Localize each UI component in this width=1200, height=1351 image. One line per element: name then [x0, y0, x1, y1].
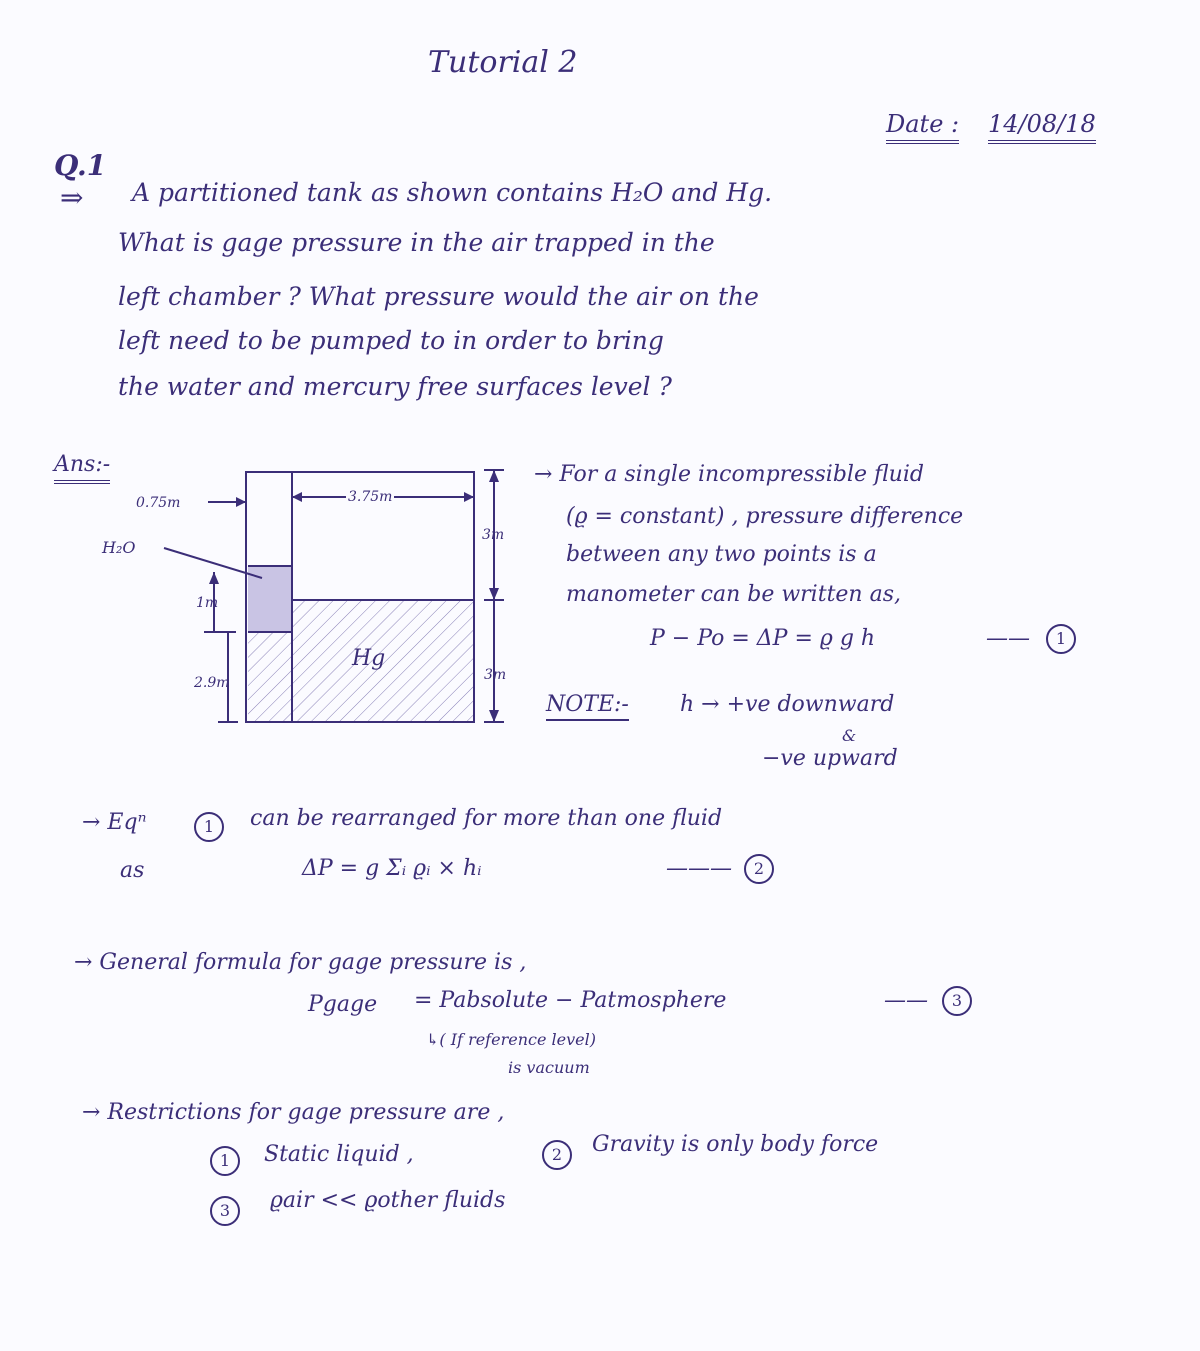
- question-line: left need to be pumped to in order to bring: [118, 326, 664, 355]
- restrictions-heading: → Restrictions for gage pressure are ,: [82, 1100, 505, 1125]
- dim-left-width-label: 0.75m: [136, 495, 181, 511]
- reference-note: ↳( If reference level): [426, 1030, 596, 1049]
- date-value: 14/08/18: [988, 112, 1096, 144]
- note-negative: −ve upward: [762, 746, 898, 771]
- dim-top-3m-label: 3m: [482, 527, 505, 543]
- note-line: (ϱ = constant) , pressure difference: [566, 504, 964, 529]
- restriction-3: ϱair << ϱother fluids: [270, 1188, 506, 1213]
- question-arrow: ⇒: [60, 181, 84, 214]
- dim-right-width-label: 3.75m: [348, 489, 393, 505]
- question-line: the water and mercury free surfaces level ?: [118, 372, 672, 401]
- equation-1-number: 1: [1046, 624, 1076, 654]
- date-label: Date :: [886, 112, 959, 144]
- equation-1-dash: ——: [986, 626, 1030, 651]
- reference-note-vacuum: is vacuum: [508, 1058, 590, 1077]
- dim-1m-label: 1m: [196, 595, 219, 611]
- question-line: left chamber ? What pressure would the air on the: [118, 282, 759, 311]
- restriction-2-number: 2: [542, 1140, 572, 1170]
- eq-ref-1: 1: [194, 812, 224, 842]
- equation-3-number: 3: [942, 986, 972, 1016]
- equation-2: ΔP = g Σᵢ ϱᵢ × hᵢ: [302, 856, 482, 881]
- equation-2-number: 2: [744, 854, 774, 884]
- note-line: between any two points is a: [566, 542, 877, 567]
- equation-3-rhs: = Pabsolute − Patmosphere: [414, 988, 727, 1013]
- water-label: H₂O: [102, 538, 136, 557]
- restriction-1-number: 1: [210, 1146, 240, 1176]
- note-ampersand: &: [842, 726, 857, 745]
- equation-3-lhs: Pgage: [308, 992, 378, 1017]
- restriction-2: Gravity is only body force: [592, 1132, 879, 1157]
- dim-2-9m-label: 2.9m: [194, 675, 230, 691]
- eq-rearrange-text: can be rearranged for more than one fluid: [250, 806, 723, 831]
- note-line: manometer can be written as,: [566, 582, 901, 607]
- question-number: Q.1: [54, 149, 107, 182]
- restriction-3-number: 3: [210, 1196, 240, 1226]
- note-h-direction: h → +ve downward: [680, 692, 895, 717]
- dim-bottom-3m-label: 3m: [484, 667, 507, 683]
- equation-3-dash: ——: [884, 988, 928, 1013]
- eq-rearrange-as: as: [120, 858, 145, 883]
- eq-rearrange-prefix: → Eqⁿ: [82, 810, 147, 835]
- note-line: → For a single incompressible fluid: [534, 462, 924, 487]
- equation-2-dash: ———: [666, 856, 732, 881]
- question-line: A partitioned tank as shown contains H₂O and Hg.: [132, 178, 773, 207]
- question-line: What is gage pressure in the air trapped in the: [118, 228, 715, 257]
- note-label: NOTE:-: [546, 694, 629, 721]
- equation-1: P − Po = ΔP = ϱ g h: [650, 626, 876, 651]
- gage-formula-heading: → General formula for gage pressure is ,: [74, 950, 527, 975]
- mercury-label: Hg: [352, 646, 386, 671]
- answer-label: Ans:-: [54, 454, 110, 484]
- restriction-1: Static liquid ,: [264, 1142, 414, 1167]
- page-title: Tutorial 2: [428, 45, 578, 80]
